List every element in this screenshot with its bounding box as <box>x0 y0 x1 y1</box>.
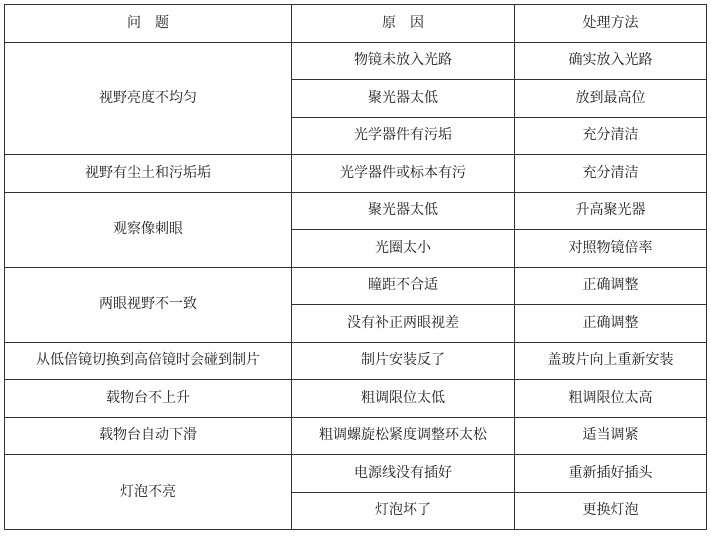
header-cause: 原 因 <box>292 5 515 43</box>
solution-cell: 适当调紧 <box>515 417 707 455</box>
problem-cell: 灯泡不亮 <box>5 455 292 530</box>
table-row <box>5 155 707 193</box>
solution-cell: 更换灯泡 <box>515 492 707 530</box>
problem-cell: 观察像刺眼 <box>5 192 292 267</box>
problem-cell: 从低倍镜切换到高倍镜时会碰到制片 <box>5 342 292 380</box>
solution-cell: 充分清洁 <box>515 117 707 155</box>
solution-cell: 确实放入光路 <box>515 42 707 80</box>
table-row <box>5 417 707 455</box>
problem-cell: 视野亮度不均匀 <box>5 42 292 155</box>
solution-cell: 正确调整 <box>515 305 707 343</box>
cause-cell: 没有补正两眼视差 <box>292 305 515 343</box>
problem-cell: 视野有尘土和污垢垢 <box>5 155 292 193</box>
solution-cell: 充分清洁 <box>515 155 707 193</box>
cause-cell: 物镜未放入光路 <box>292 42 515 80</box>
cause-cell: 制片安装反了 <box>292 342 515 380</box>
problem-cell: 载物台不上升 <box>5 380 292 418</box>
solution-cell: 对照物镜倍率 <box>515 230 707 268</box>
header-problem: 问 题 <box>5 5 292 43</box>
table-row <box>5 192 707 230</box>
cause-cell: 瞳距不合适 <box>292 267 515 305</box>
problem-cell: 载物台自动下滑 <box>5 417 292 455</box>
table-row <box>5 42 707 80</box>
solution-cell: 正确调整 <box>515 267 707 305</box>
solution-cell: 升高聚光器 <box>515 192 707 230</box>
cause-cell: 光圈太小 <box>292 230 515 268</box>
solution-cell: 盖玻片向上重新安装 <box>515 342 707 380</box>
troubleshooting-table <box>4 4 707 530</box>
header-row <box>5 5 707 43</box>
cause-cell: 光学器件有污垢 <box>292 117 515 155</box>
cause-cell: 聚光器太低 <box>292 192 515 230</box>
table-row <box>5 267 707 305</box>
table-row <box>5 380 707 418</box>
cause-cell: 粗调限位太低 <box>292 380 515 418</box>
header-solution: 处理方法 <box>515 5 707 43</box>
table-body <box>5 42 707 530</box>
table-row <box>5 455 707 493</box>
cause-cell: 光学器件或标本有污 <box>292 155 515 193</box>
cause-cell: 灯泡坏了 <box>292 492 515 530</box>
solution-cell: 放到最高位 <box>515 80 707 118</box>
problem-cell: 两眼视野不一致 <box>5 267 292 342</box>
table-row <box>5 342 707 380</box>
solution-cell: 粗调限位太高 <box>515 380 707 418</box>
table-header <box>5 5 707 43</box>
solution-cell: 重新插好插头 <box>515 455 707 493</box>
cause-cell: 粗调螺旋松紧度调整环太松 <box>292 417 515 455</box>
cause-cell: 聚光器太低 <box>292 80 515 118</box>
cause-cell: 电源线没有插好 <box>292 455 515 493</box>
